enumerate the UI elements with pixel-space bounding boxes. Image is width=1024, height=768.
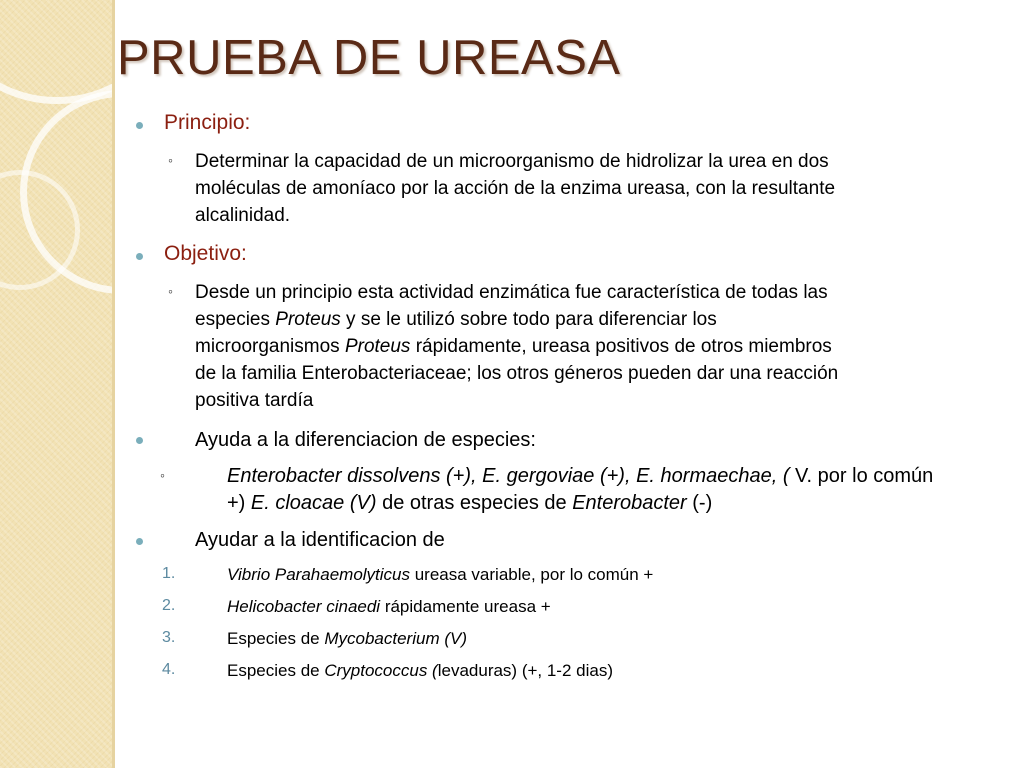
- sub-bullet: ◦: [168, 152, 173, 168]
- text-run-italic: Mycobacterium (V): [324, 629, 467, 648]
- sidebar-edge: [112, 0, 115, 768]
- heading-principio: Principio:: [164, 111, 251, 134]
- principio-line-1: Determinar la capacidad de un microorganismo de hidrolizar la urea en dos: [195, 151, 829, 172]
- text-run-italic: Cryptococcus (: [324, 661, 438, 680]
- objetivo-line-4: de la familia Enterobacteriaceae; los otros géneros pueden dar una reacción: [195, 363, 839, 384]
- list-item-4: [227, 661, 613, 681]
- list-item-1: [227, 565, 653, 585]
- text-run: +): [227, 492, 251, 514]
- text-run-italic: Proteus: [344, 336, 411, 357]
- ayuda-line-1: [227, 463, 933, 489]
- objetivo-line-2: [195, 307, 717, 333]
- list-number: 1.: [162, 565, 176, 582]
- text-run: rápidamente ureasa +: [380, 597, 551, 616]
- ayuda-line-2: [227, 490, 712, 516]
- text-run-italic: Proteus: [275, 309, 341, 330]
- text-run: (-): [686, 492, 713, 514]
- principio-line-2: moléculas de amoníaco por la acción de la enzima ureasa, con la resultante: [195, 178, 836, 199]
- heading-objetivo: Objetivo:: [164, 242, 247, 265]
- heading-identificacion: Ayudar a la identificacion de: [195, 529, 445, 551]
- list-number: 2.: [162, 597, 176, 614]
- bullet-dot: [136, 122, 143, 129]
- objetivo-line-1: Desde un principio esta actividad enzimática fue característica de todas las: [195, 282, 828, 303]
- slide-title: PRUEBA DE UREASA: [117, 31, 621, 85]
- text-run: y se le utilizó sobre todo para diferenciar los: [340, 309, 717, 330]
- decorative-ring: [0, 0, 112, 104]
- bullet-dot: [136, 253, 143, 260]
- list-item-2: [227, 597, 551, 617]
- sub-bullet: ◦: [160, 467, 165, 483]
- bullet-dot: [136, 538, 143, 545]
- objetivo-line-3: [195, 334, 832, 360]
- text-run: de otras especies de: [376, 492, 573, 514]
- list-number: 4.: [162, 661, 176, 678]
- text-run: Especies de: [227, 661, 325, 680]
- list-number: 3.: [162, 629, 176, 646]
- text-run: ureasa variable, por lo común +: [410, 565, 654, 584]
- heading-ayuda: Ayuda a la diferenciacion de especies:: [195, 429, 536, 451]
- sub-bullet: ◦: [168, 283, 173, 299]
- text-run: rápidamente, ureasa positivos de otros miembros: [410, 336, 832, 357]
- text-run: levaduras) (+, 1-2 dias): [437, 661, 613, 680]
- text-run-italic: Enterobacter dissolvens (+), E. gergoviae (+), E. hormaechae, (: [227, 465, 796, 487]
- text-run-italic: E. cloacae (V): [250, 492, 377, 514]
- principio-line-3: alcalinidad.: [195, 205, 291, 226]
- bullet-dot: [136, 437, 143, 444]
- list-item-3: [227, 629, 467, 649]
- text-run: especies: [195, 309, 276, 330]
- text-run: Especies de: [227, 629, 325, 648]
- text-run: V. por lo común: [795, 465, 934, 487]
- text-run-italic: Helicobacter cinaedi: [227, 597, 381, 616]
- text-run-italic: Enterobacter: [572, 492, 687, 514]
- text-run: microorganismos: [195, 336, 345, 357]
- objetivo-line-5: positiva tardía: [195, 390, 314, 411]
- text-run-italic: Vibrio Parahaemolyticus: [227, 565, 410, 584]
- decorative-sidebar: [0, 0, 112, 768]
